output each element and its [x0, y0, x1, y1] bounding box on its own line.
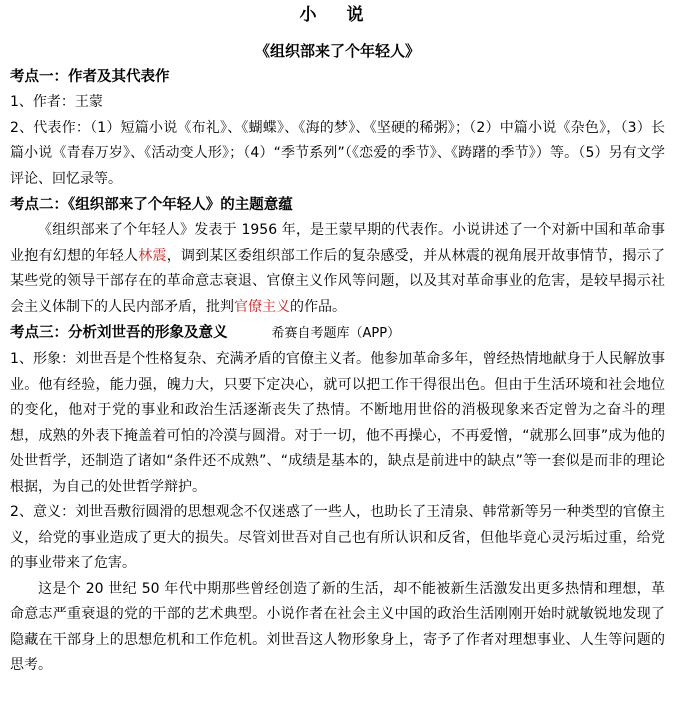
image-paragraph: 1、形象：刘世吾是个性格复杂、充满矛盾的官僚主义者。他参加革命多年，曾经热情地献身于人民解放事业。他有经验，能力强，魄力大，只要下定决心，就可以把工作干得很出色。但由于生活环境和社会地位的变化，他对于党的事业和政治生活逐渐丧失了热情。不断地用世俗的消极现象来否定曾为之奋斗的理想，成熟的外表下掩盖着可怕的冷漠与圆滑。对于一切，他不再操心，不再爱憎，“就那么回事”成为他的处世哲学，还制造了诸如“条件还不成熟”、“成绩是基本的，缺点是前进中的缺点”等一套似是而非的理论根据，为自己的处世哲学辩护。 [10, 351, 665, 495]
watermark-text: 希赛自考题库（APP） [271, 326, 401, 341]
works-paragraph: 2、代表作：（1）短篇小说《布礼》、《蝴蝶》、《海的梦》、《坚硬的稀粥》；（2）中篇小说《杂色》，（3）长篇小说《青春万岁》、《活动变人形》；（4）“季节系列”（《恋爱的季节》、《踌躇的季节》）等。（5）另有文学评论、回忆录等。 [10, 119, 665, 187]
section-3-heading-row [10, 320, 665, 347]
highlight-lin-zhen: 林震 [138, 247, 167, 264]
page-title: 小 说 [299, 5, 376, 25]
theme-paragraph [10, 218, 665, 320]
section-2-heading: 考点二：《组织部来了个年轻人》的主题意蕴 [10, 197, 293, 213]
section-1-heading: 考点一：作者及其代表作 [10, 69, 170, 85]
article-title: 《组织部来了个年轻人》 [254, 42, 420, 60]
highlight-bureaucracy: 官僚主义 [234, 298, 290, 315]
summary-paragraph: 这是个 20 世纪 50 年代中期那些曾经创造了新的生活，却不能被新生活激发出更多热情和理想，革命意志严重衰退的党的干部的艺术典型。小说作者在社会主义中国的政治生活刚刚开始时就敏锐地发现了隐藏在干部身上的思想危机和工作危机。刘世吾这人物形象身上，寄予了作者对理想事业、人生等问题的思考。 [10, 580, 665, 673]
theme-text-1: 《组织部来了个年轻人》发表于 1956 年，是王蒙早期的代表作。小说讲述了一个对新中国和革命事业抱有幻想的年轻人 [10, 222, 665, 264]
theme-text-2: ，调到某区委组织部工作后的复杂感受，并从林震的视角展开故事情节，揭示了某些党的领导干部存在的革命意志衰退、官僚主义作风等问题，以及其对革命事业的危害，是较早揭示社会主义体制下的人民内部矛盾，批判 [10, 247, 666, 315]
meaning-paragraph: 2、意义：刘世吾敷衍圆滑的思想观念不仅迷惑了一些人，也助长了王清泉、韩常新等另一种类型的官僚主义，给党的事业造成了更大的损失。尽管刘世吾对自己也有所认识和反省，但他毕竟心灵污垢过重，给党的事业带来了危害。 [10, 504, 665, 571]
theme-text-3: 的作品。 [290, 298, 346, 315]
section-3-heading: 考点三：分析刘世吾的形象及意义 [10, 325, 228, 341]
author-line: 1、作者：王蒙 [10, 94, 103, 110]
